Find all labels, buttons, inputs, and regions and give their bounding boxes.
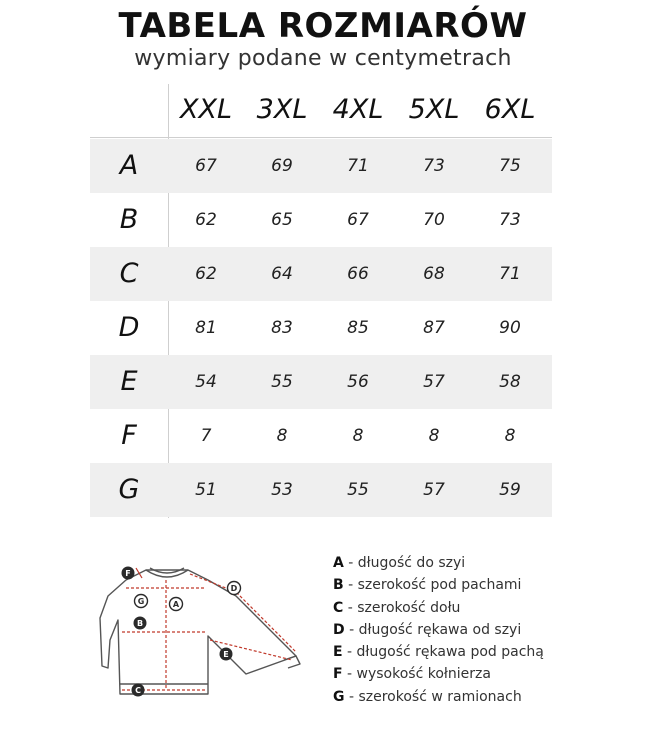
table-row (90, 193, 552, 247)
table-cell: 75 (499, 156, 521, 176)
legend-text: - długość rękawa od szyi (344, 621, 522, 638)
row-label: B (119, 204, 139, 235)
row-label: D (118, 312, 140, 343)
legend-key: D (333, 621, 345, 638)
column-header-5xl: 5XL (408, 94, 460, 125)
marker-f: F (125, 569, 131, 578)
table-cell: 67 (347, 210, 369, 230)
table-cell: 8 (276, 426, 288, 446)
table-cell: 85 (347, 318, 369, 338)
row-label: G (118, 474, 140, 505)
marker-a: A (172, 600, 180, 609)
table-row (90, 463, 552, 517)
legend-key: E (333, 644, 343, 661)
legend-text: - długość rękawa pod pachą (342, 644, 544, 661)
table-cell: 55 (347, 480, 369, 500)
marker-e: E (223, 650, 229, 659)
marker-g: G (137, 597, 145, 606)
table-cell: 90 (499, 318, 521, 338)
legend-key: F (333, 666, 343, 683)
table-cell: 62 (195, 210, 217, 230)
row-label: E (120, 366, 138, 397)
legend-key: C (333, 599, 344, 616)
table-cell: 54 (195, 372, 217, 392)
legend-text: - wysokość kołnierza (342, 666, 491, 683)
table-cell: 83 (271, 318, 293, 338)
table-cell: 62 (195, 264, 217, 284)
table-cell: 69 (271, 156, 293, 176)
row-label: A (119, 150, 139, 181)
legend-key: G (333, 688, 345, 705)
legend-key: B (333, 577, 344, 594)
table-row (90, 301, 552, 355)
table-cell: 70 (423, 210, 445, 230)
table-row (90, 139, 552, 193)
table-cell: 64 (271, 264, 293, 284)
table-cell: 87 (423, 318, 445, 338)
table-cell: 71 (499, 264, 521, 284)
table-cell: 8 (504, 426, 516, 446)
legend-item (333, 663, 633, 685)
table-cell: 81 (195, 318, 217, 338)
row-label: C (119, 258, 139, 289)
table-cell: 57 (423, 480, 445, 500)
table-cell: 55 (271, 372, 293, 392)
sweater-measurement-icon (96, 556, 316, 716)
table-cell: 71 (347, 156, 369, 176)
legend-text: - szerokość dołu (343, 599, 461, 616)
legend-item (333, 619, 633, 641)
table-divider-horizontal (90, 137, 552, 138)
legend-text: - szerokość pod pachami (343, 577, 522, 594)
measurement-legend (333, 552, 633, 708)
legend-item (333, 686, 633, 708)
table-row (90, 355, 552, 409)
legend-item (333, 552, 633, 574)
legend-item (333, 641, 633, 663)
table-cell: 65 (271, 210, 293, 230)
marker-b: B (136, 619, 144, 628)
row-label: F (121, 420, 137, 451)
table-cell: 58 (499, 372, 521, 392)
table-cell: 73 (423, 156, 445, 176)
table-cell: 66 (347, 264, 369, 284)
table-cell: 67 (195, 156, 217, 176)
table-cell: 59 (499, 480, 521, 500)
column-header-3xl: 3XL (256, 94, 308, 125)
legend-text: - szerokość w ramionach (344, 688, 522, 705)
table-row (90, 247, 552, 301)
page-subtitle: wymiary podane w centymetrach (134, 46, 512, 71)
table-cell: 7 (200, 426, 212, 446)
legend-text: - długość do szyi (343, 555, 466, 571)
column-header-6xl: 6XL (484, 94, 536, 125)
page-title: TABELA ROZMIARÓW (118, 6, 528, 46)
table-cell: 53 (271, 480, 293, 500)
table-cell: 73 (499, 210, 521, 230)
table-cell: 68 (423, 264, 445, 284)
legend-item (333, 597, 633, 619)
table-cell: 8 (428, 426, 440, 446)
marker-c: C (135, 686, 141, 695)
table-row (90, 409, 552, 463)
table-cell: 57 (423, 372, 445, 392)
column-header-4xl: 4XL (332, 94, 384, 125)
table-cell: 8 (352, 426, 364, 446)
legend-item (333, 574, 633, 596)
table-cell: 56 (347, 372, 369, 392)
column-header-xxl: XXL (179, 94, 233, 125)
table-cell: 51 (195, 480, 217, 500)
legend-key: A (333, 555, 344, 571)
marker-d: D (230, 584, 238, 593)
